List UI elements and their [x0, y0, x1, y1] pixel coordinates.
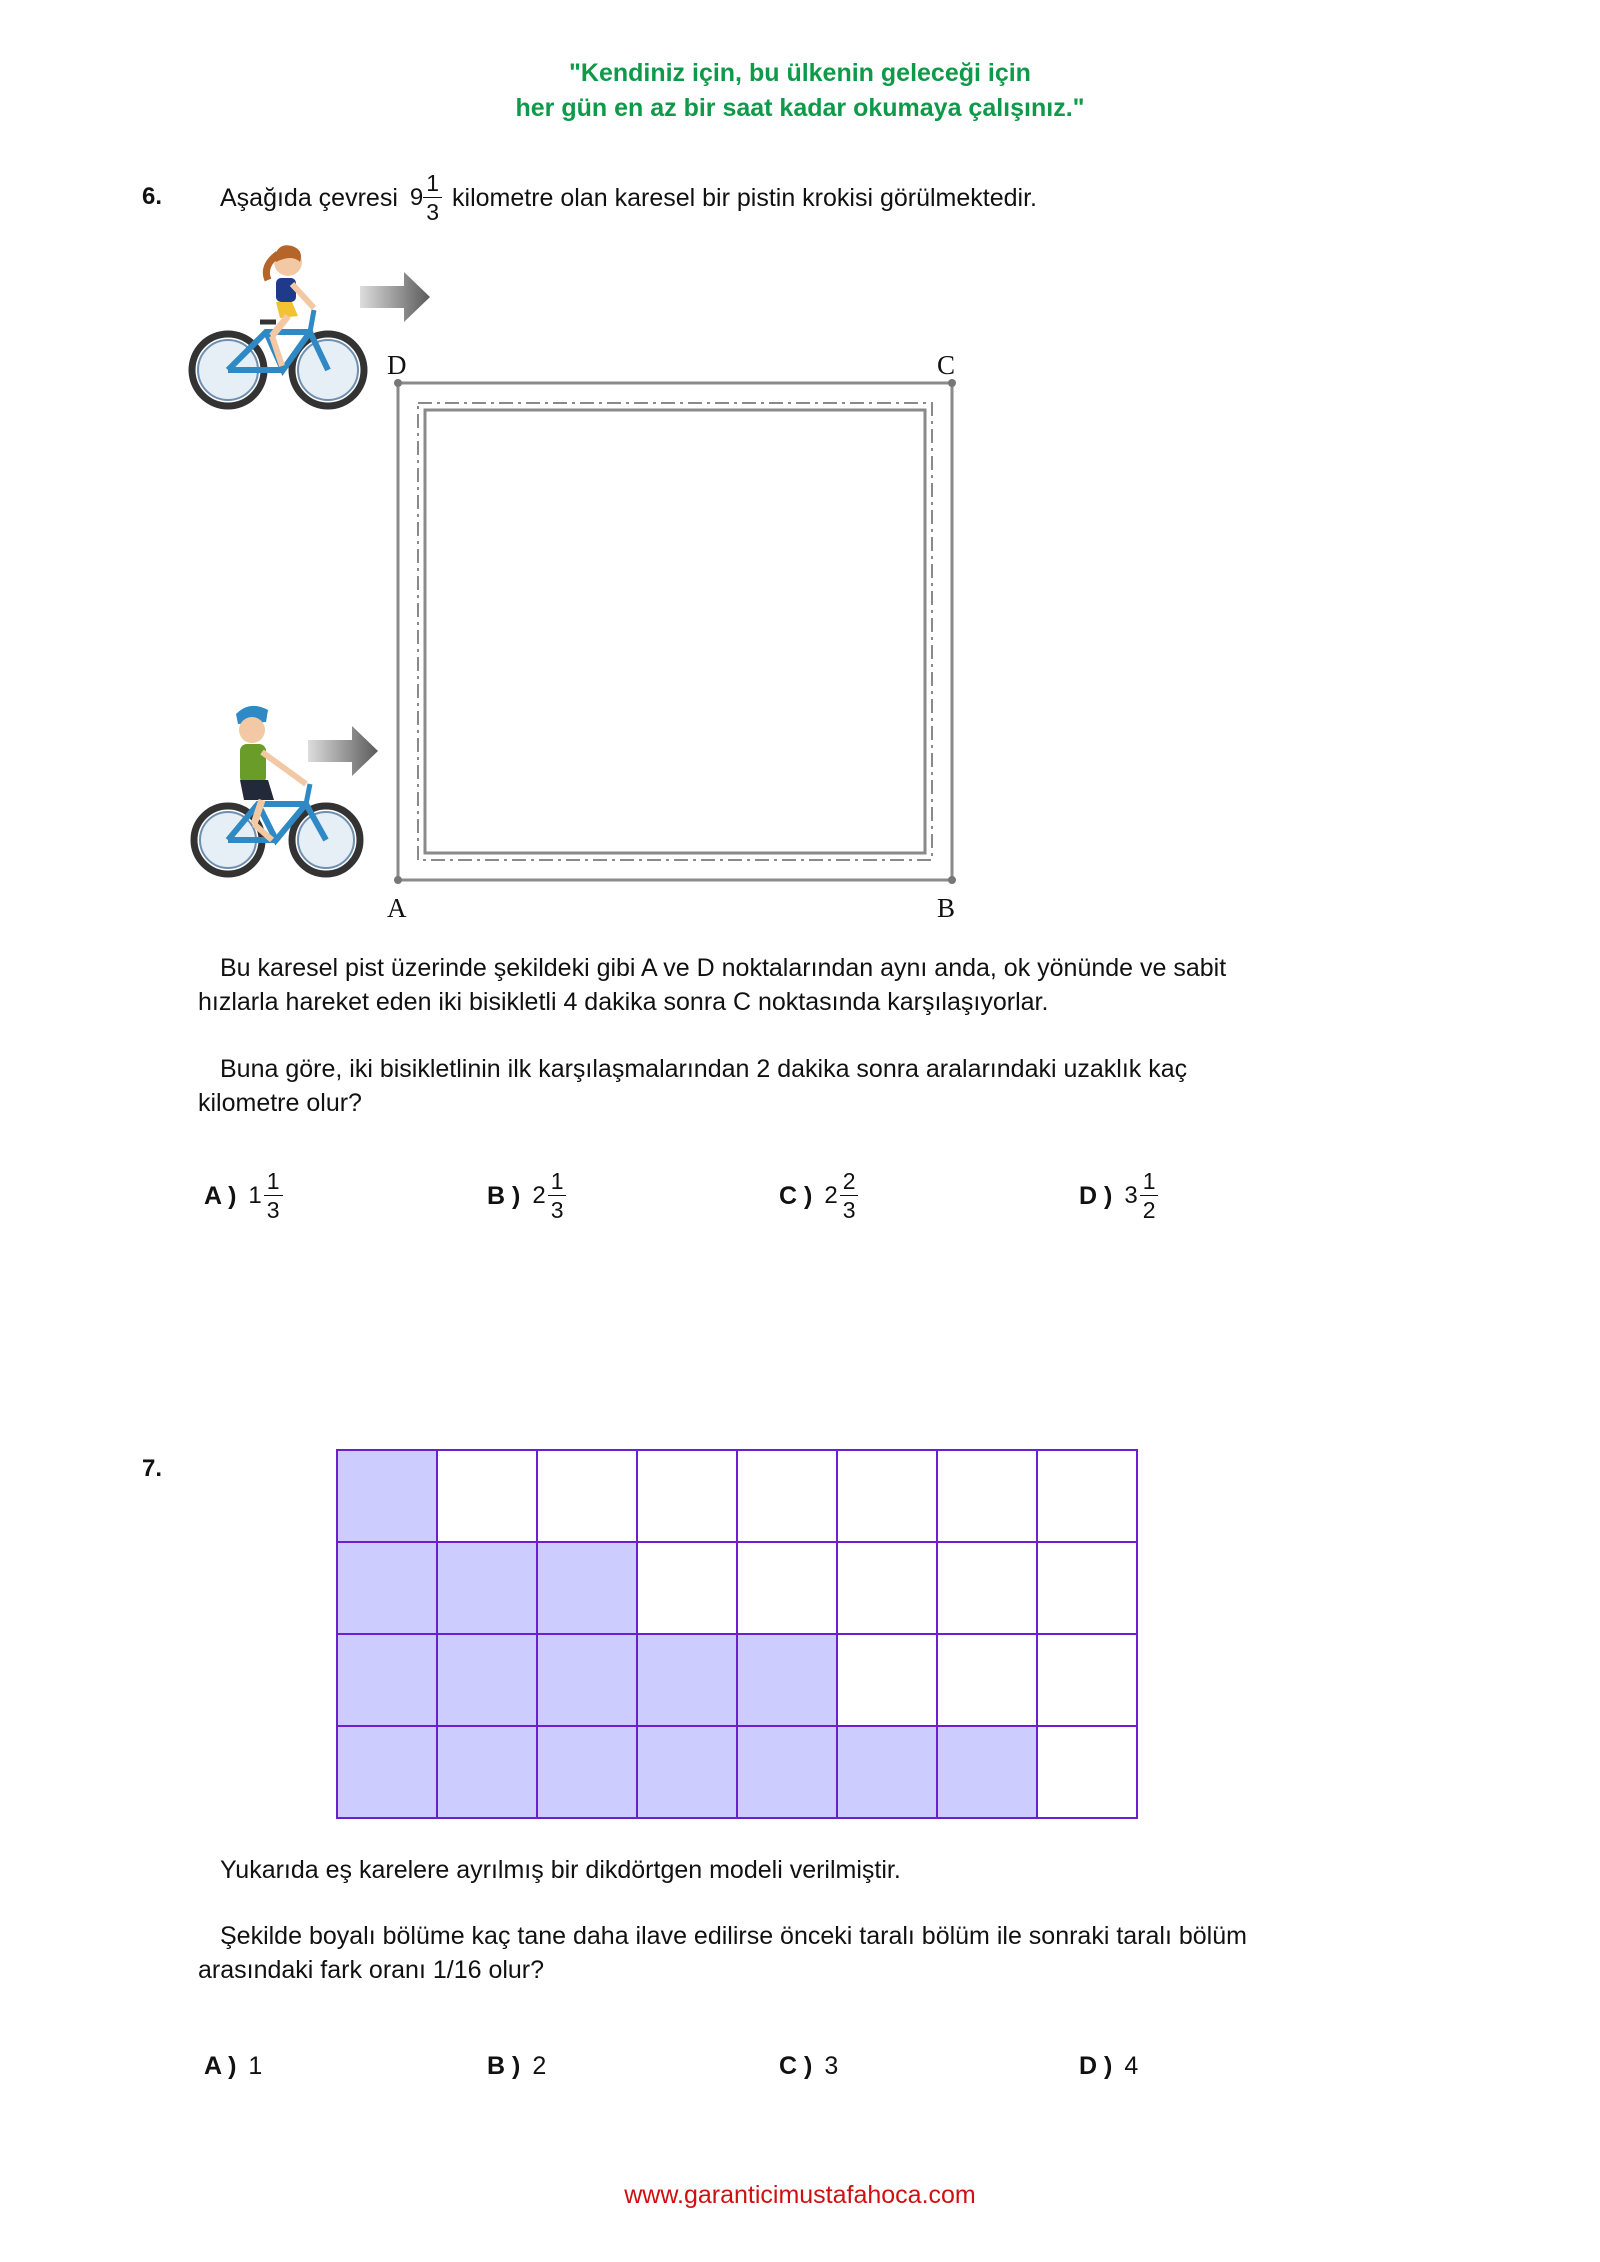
option-label: D ) [1079, 1181, 1113, 1210]
grid-cell-empty [738, 1451, 838, 1543]
q7-paragraph-2-line-2: arasındaki fark oranı 1/16 olur? [198, 1956, 545, 1984]
perimeter-denominator: 3 [426, 199, 440, 225]
option-whole: 2 [532, 1182, 546, 1209]
grid-cell-shaded [638, 1635, 738, 1727]
option-whole: 2 [824, 1182, 838, 1209]
q7-option-a[interactable] [204, 2052, 262, 2081]
grid-cell-shaded [338, 1635, 438, 1727]
grid-cell-empty [638, 1451, 738, 1543]
q7-paragraph-2-line-1: Şekilde boyalı bölüme kaç tane daha ilave edilirse önceki taralı bölüm ile sonraki taralı bölüm [220, 1922, 1247, 1950]
grid-cell-shaded [438, 1635, 538, 1727]
option-label: C ) [779, 1181, 813, 1210]
grid-cell-empty [438, 1451, 538, 1543]
grid-cell-shaded [738, 1727, 838, 1819]
option-whole: 3 [1124, 1182, 1138, 1209]
q6-paragraph-1-line-2: hızlarla hareket eden iki bisikletli 4 dakika sonra C noktasında karşılaşıyorlar. [198, 988, 1049, 1016]
option-value: 1 [248, 2052, 263, 2080]
grid-cell-shaded [538, 1543, 638, 1635]
arrow-right-icon [360, 268, 432, 326]
corner-b-dot [948, 876, 956, 884]
corner-label-d: D [387, 350, 407, 380]
grid-cell-empty [1038, 1635, 1138, 1727]
motto-line-2: her gün en az bir saat kadar okumaya çalışınız." [515, 94, 1085, 122]
grid-cell-shaded [438, 1727, 538, 1819]
option-fraction [1140, 1170, 1159, 1222]
option-numerator: 2 [840, 1170, 859, 1196]
option-denominator: 3 [550, 1197, 564, 1223]
option-label: A ) [204, 2052, 237, 2080]
arrow-right-icon [308, 722, 380, 780]
grid-cell-empty [638, 1543, 738, 1635]
grid-cell-empty [938, 1543, 1038, 1635]
grid-cell-empty [1038, 1727, 1138, 1819]
grid-cell-empty [938, 1451, 1038, 1543]
motto-line-1: "Kendiniz için, bu ülkenin geleceği için [569, 59, 1031, 87]
option-denominator: 2 [1142, 1197, 1156, 1223]
grid-cell-shaded [938, 1727, 1038, 1819]
perimeter-numerator: 1 [423, 172, 442, 198]
option-whole: 1 [248, 1182, 262, 1209]
question-6-number: 6. [142, 183, 163, 210]
square-track-diagram [390, 375, 960, 890]
rectangle-grid-model [336, 1449, 1138, 1819]
q7-option-d[interactable] [1079, 2052, 1138, 2081]
grid-cell-empty [938, 1635, 1038, 1727]
grid-cell-empty [538, 1451, 638, 1543]
option-label: B ) [487, 1181, 521, 1210]
q6-option-a[interactable] [204, 1170, 283, 1222]
grid-cell-shaded [738, 1635, 838, 1727]
option-fraction [840, 1170, 859, 1222]
corner-label-c: C [937, 350, 956, 380]
option-value: 3 [824, 2052, 839, 2080]
corner-label-b: B [937, 893, 956, 923]
question-6-intro [220, 172, 1037, 224]
grid-cell-shaded [638, 1727, 738, 1819]
corner-a-dot [394, 876, 402, 884]
q7-option-b[interactable] [487, 2052, 546, 2081]
q6-option-c[interactable] [779, 1170, 858, 1222]
intro-after: kilometre olan karesel bir pistin krokisi görülmektedir. [452, 184, 1037, 212]
grid-cell-shaded [338, 1451, 438, 1543]
grid-cell-shaded [438, 1543, 538, 1635]
grid-cell-shaded [838, 1727, 938, 1819]
option-label: C ) [779, 2052, 813, 2080]
corner-label-a: A [387, 893, 407, 923]
option-denominator: 3 [266, 1197, 280, 1223]
option-value: 2 [532, 2052, 547, 2080]
grid-cell-shaded [538, 1727, 638, 1819]
q6-paragraph-2-line-2: kilometre olur? [198, 1089, 362, 1117]
question-7-number: 7. [142, 1455, 163, 1482]
option-denominator: 3 [842, 1197, 856, 1223]
option-fraction [264, 1170, 283, 1222]
grid-cell-empty [838, 1543, 938, 1635]
footer-url[interactable]: www.garanticimustafahoca.com [624, 2181, 976, 2209]
grid-cell-empty [1038, 1451, 1138, 1543]
perimeter-whole: 9 [409, 184, 424, 211]
option-numerator: 1 [1140, 1170, 1159, 1196]
option-label: A ) [204, 1181, 237, 1210]
option-numerator: 1 [548, 1170, 567, 1196]
q6-option-d[interactable] [1079, 1170, 1158, 1222]
grid-cell-shaded [338, 1543, 438, 1635]
grid-cell-empty [738, 1543, 838, 1635]
grid-cell-empty [1038, 1543, 1138, 1635]
q7-option-c[interactable] [779, 2052, 838, 2081]
grid-cell-shaded [538, 1635, 638, 1727]
intro-before: Aşağıda çevresi [220, 184, 398, 212]
grid-cell-shaded [338, 1727, 438, 1819]
perimeter-fraction [423, 172, 442, 224]
grid-cell-empty [838, 1451, 938, 1543]
bicycle-icon [194, 784, 360, 874]
option-fraction [548, 1170, 567, 1222]
option-label: B ) [487, 2052, 521, 2080]
grid-cell-empty [838, 1635, 938, 1727]
q6-paragraph-2-line-1: Buna göre, iki bisikletlinin ilk karşılaşmalarından 2 dakika sonra aralarındaki uzaklık kaç [220, 1055, 1188, 1083]
q6-paragraph-1-line-1: Bu karesel pist üzerinde şekildeki gibi A ve D noktalarından aynı anda, ok yönünde ve sabit [220, 954, 1227, 982]
option-numerator: 1 [264, 1170, 283, 1196]
option-label: D ) [1079, 2052, 1113, 2080]
option-value: 4 [1124, 2052, 1139, 2080]
q7-paragraph-1: Yukarıda eş karelere ayrılmış bir dikdörtgen modeli verilmiştir. [220, 1856, 901, 1884]
q6-option-b[interactable] [487, 1170, 566, 1222]
